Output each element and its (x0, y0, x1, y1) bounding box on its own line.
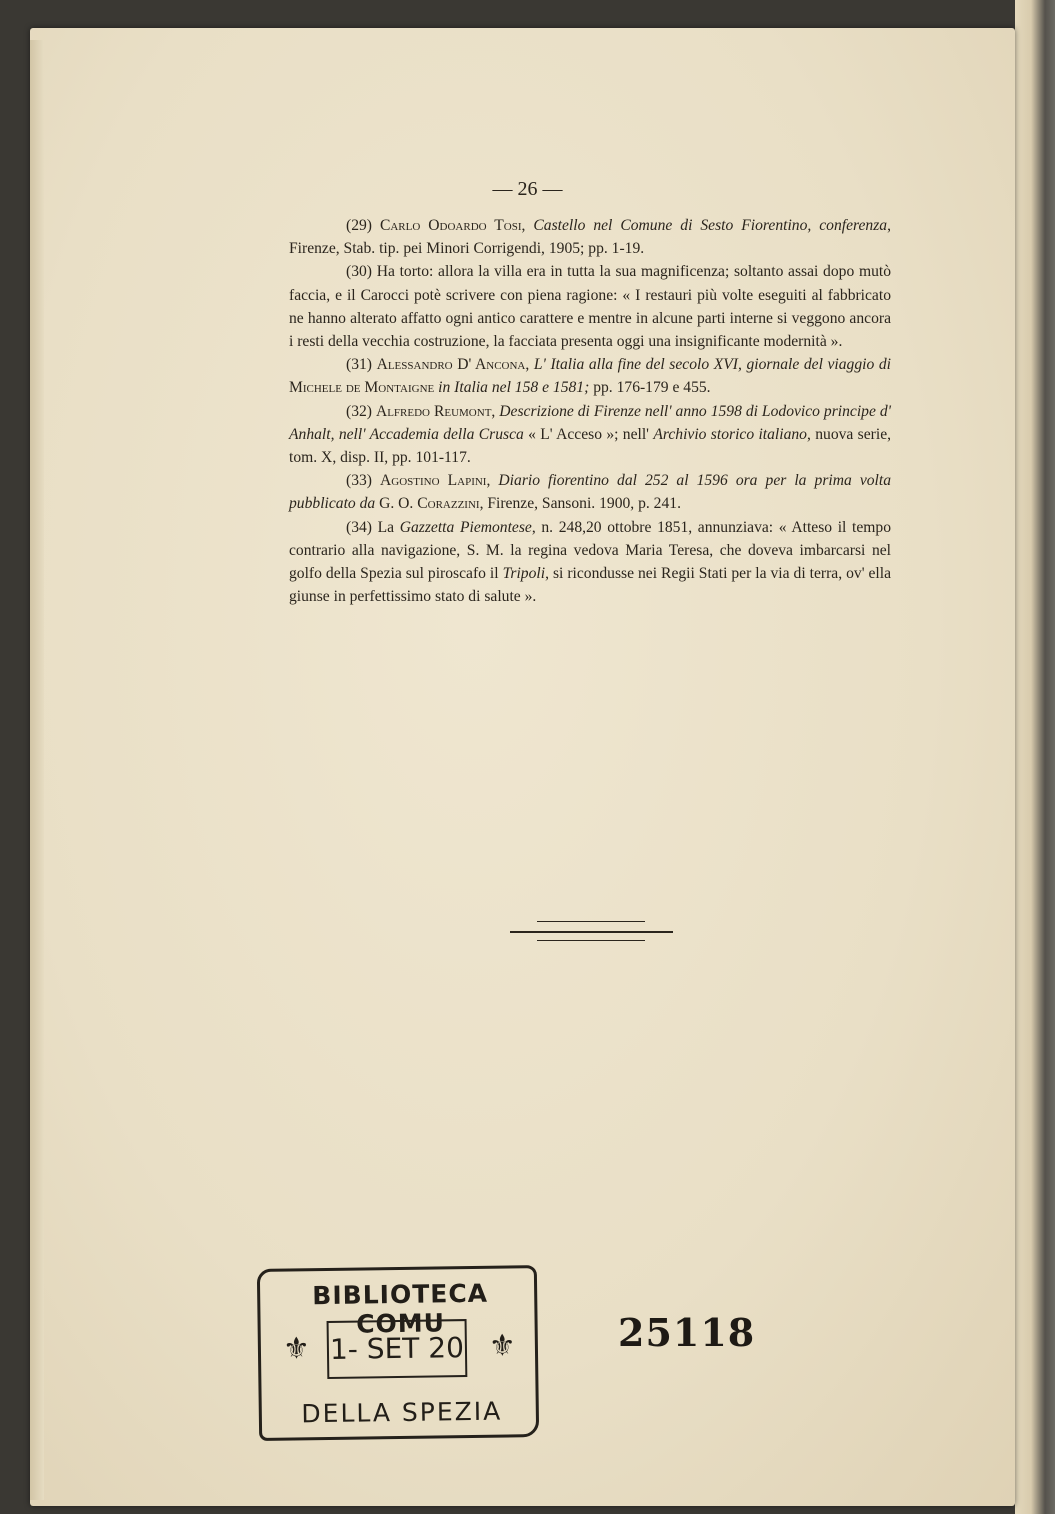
note-29: (29) Carlo Odoardo Tosi, Castello nel Comune di Sesto Fiorentino, conferenza, Firenze, Stab. tip. pei Minori Corrigendi, 1905; pp. 1-19. (289, 217, 891, 258)
note-author: Alfredo Reumont (375, 402, 492, 420)
end-rule-top (537, 921, 645, 922)
stamp-date: 1- SET 20 (329, 1331, 465, 1366)
note-author: Agostino Lapini (380, 472, 487, 490)
note-number: (32) (346, 402, 372, 420)
note-author: Carlo Odoardo Tosi (379, 217, 522, 234)
note-30 (289, 260, 891, 353)
fleur-de-lis-icon: ⚜ (488, 1328, 517, 1364)
note-number: (29) (346, 217, 372, 234)
stamp-date-box (327, 1319, 468, 1379)
binding-edge (1015, 0, 1055, 1514)
note-title: Descrizione di Firenze nell' anno 1598 di Lodovico principe d' Anhalt, nell' Accademia della Crusca (289, 402, 891, 443)
note-citation: , nuova serie, tom. X, disp. II, pp. 101-117. (289, 425, 892, 467)
note-title: L' Italia alla fine del secolo XVI, giornale del viaggio di (533, 356, 891, 374)
inventory-number: 25118 (618, 1310, 756, 1355)
footnotes (289, 214, 891, 608)
note-number: (30) (346, 263, 372, 281)
note-author: Alessandro D' Ancona (376, 356, 526, 374)
note-number: (31) (346, 356, 372, 374)
note-text: Ha torto: allora la villa era in tutta la sua magnificenza; soltanto assai dopo mutò faccia, e il Carocci potè scrivere con piena ragione: « I restauri più volte eseguiti al fabbricato ne hanno alterato affatto ogni antico carattere e mentre in alcune parti interne si veggono ancora i resti della vecchia costruzione, la facciata presenta oggi una insignificante modernità ». (289, 263, 891, 351)
note-journal: Archivio storico italiano (653, 425, 807, 443)
stamp-library-name: BIBLIOTECA COMU (312, 1278, 489, 1339)
note-33: (33) Agostino Lapini, Diario fiorentino dal 252 al 1596 ora per la prima volta pubblicato da G. O. Corazzini, Firenze, Sansoni. 1900, p. 241. (289, 472, 892, 513)
stamp-city: DELLA SPEZIA (301, 1396, 503, 1429)
note-newspaper: Gazzetta Piemontese (399, 518, 532, 536)
note-34 (289, 516, 891, 609)
note-citation: pp. 176-179 e 455. (593, 379, 711, 397)
note-person: Michele de Montaigne (289, 379, 435, 397)
note-citation: , Firenze, Stab. tip. pei Minori Corrigendi, 1905; pp. 1-19. (289, 217, 891, 258)
note-32: (32) Alfredo Reumont, Descrizione di Firenze nell' anno 1598 di Lodovico principe d' Anhalt, nell' Accademia della Crusca « L' Acceso »; nell' Archivio storico italiano, nuova serie, tom. X, disp. II, pp. 101-117. (289, 402, 892, 467)
note-title: Diario fiorentino dal 252 al 1596 ora per la prima volta pubblicato da (289, 472, 892, 513)
note-text: , si ricondusse nei Regii Stati per la via di terra, ov' ella giunse in perfettissimo stato di salute ». (289, 565, 891, 606)
note-31: (31) Alessandro D' Ancona, L' Italia alla fine del secolo XVI, giornale del viaggio di Michele de Montaigne in Italia nel 158 e 1581; pp. 176-179 e 455. (289, 356, 891, 397)
page-number: — 26 — (492, 178, 563, 200)
end-rule-middle (510, 931, 673, 933)
note-editor: Corazzini (417, 495, 480, 513)
note-number: (34) (346, 518, 372, 536)
note-title: Castello nel Comune di Sesto Fiorentino, conferenza (533, 217, 888, 234)
note-title: in Italia nel 158 e 1581; (438, 379, 590, 397)
note-text: , n. 248,20 ottobre 1851, annunziava: « Atteso il tempo contrario alla navigazione, S. M. la regina vedova Maria Teresa, che doveva imbarcarsi nel golfo della Spezia sul piroscafo il (289, 518, 891, 583)
note-text: La (377, 518, 400, 536)
end-rule-bottom (537, 940, 645, 941)
note-number: (33) (346, 472, 372, 490)
library-stamp (257, 1265, 539, 1441)
note-text: « L' Acceso »; nell' (523, 425, 654, 443)
fleur-de-lis-icon: ⚜ (282, 1331, 311, 1367)
note-ship-name: Tripoli (502, 565, 546, 583)
note-editor-initials: G. O. (375, 495, 418, 513)
note-citation: , Firenze, Sansoni. 1900, p. 241. (479, 495, 681, 513)
page-gutter (30, 40, 44, 1500)
